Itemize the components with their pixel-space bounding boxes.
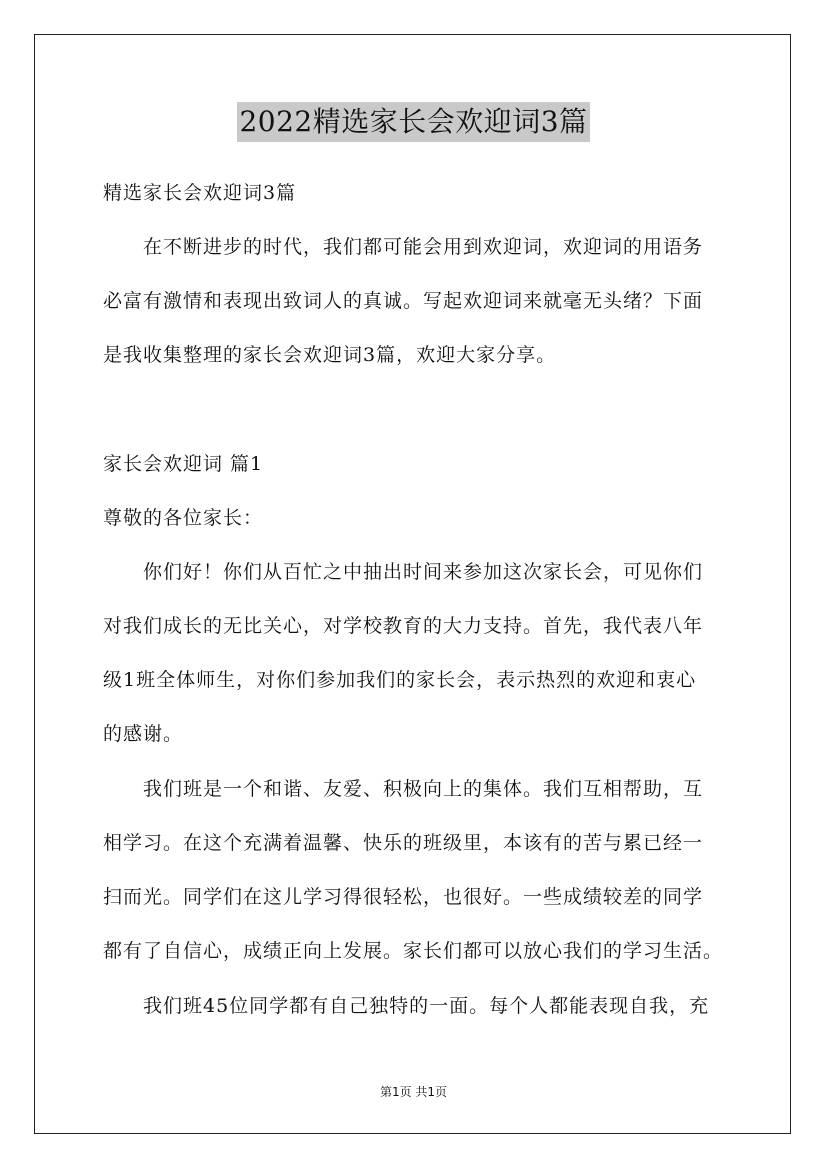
document-subtitle <box>103 166 743 220</box>
paragraph-2-line-2: 相学习。在这个充满着温馨、快乐的班级里，本该有的苦与累已经一 <box>103 832 704 854</box>
paragraph-1-line-2: 对我们成长的无比关心，对学校教育的大力支持。首先，我代表八年 <box>103 615 704 637</box>
document-title: 2022精选家长会欢迎词3篇 <box>237 102 589 142</box>
paragraph-1 <box>103 545 743 761</box>
intro-line-3: 是我收集整理的家长会欢迎词3篇，欢迎大家分享。 <box>103 344 557 366</box>
subtitle-line: 精选家长会欢迎词3篇 <box>103 182 297 204</box>
intro-line-1: 在不断进步的时代，我们都可能会用到欢迎词，欢迎词的用语务 <box>143 236 704 258</box>
title-wrapper <box>0 102 827 142</box>
paragraph-3 <box>103 979 743 1033</box>
paragraph-2 <box>103 762 743 978</box>
paragraph-1-line-4: 的感谢。 <box>103 723 184 745</box>
paragraph-2-line-3: 扫而光。同学们在这儿学习得很轻松，也很好。一些成绩较差的同学 <box>103 886 704 908</box>
intro-paragraph <box>103 220 743 382</box>
paragraph-2-line-4: 都有了自信心，成绩正向上发展。家长们都可以放心我们的学习生活。 <box>103 940 724 962</box>
section-heading-text: 家长会欢迎词 篇1 <box>103 453 264 475</box>
section-heading <box>103 437 743 491</box>
salutation <box>103 491 743 545</box>
paragraph-2-line-1: 我们班是一个和谐、友爱、积极向上的集体。我们互相帮助，互 <box>143 778 704 800</box>
paragraph-1-line-1: 你们好！你们从百忙之中抽出时间来参加这次家长会，可见你们 <box>143 561 704 583</box>
intro-line-2: 必富有激情和表现出致词人的真诚。写起欢迎词来就毫无头绪？下面 <box>103 290 704 312</box>
salutation-text: 尊敬的各位家长： <box>103 507 264 529</box>
page-footer: 第1页 共1页 <box>379 1085 448 1099</box>
paragraph-3-line-1: 我们班45位同学都有自己独特的一面。每个人都能表现自我，充 <box>143 995 710 1017</box>
paragraph-1-line-3: 级1班全体师生，对你们参加我们的家长会，表示热烈的欢迎和衷心 <box>103 669 697 691</box>
